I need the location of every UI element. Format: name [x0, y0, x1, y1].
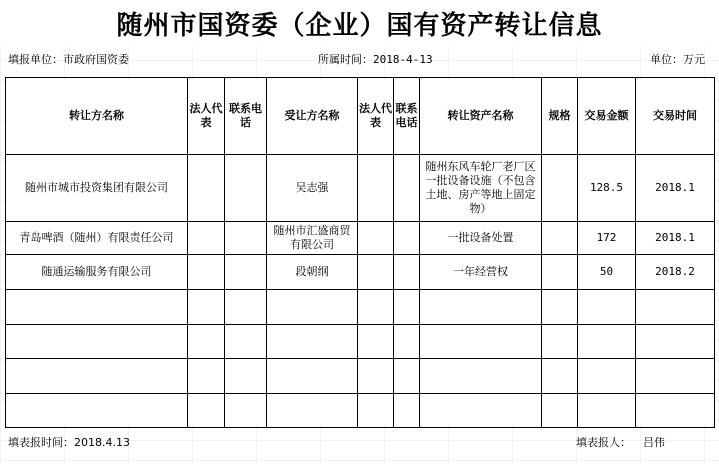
header-legal-rep: 法人代表 [188, 78, 225, 155]
cell-contact[interactable] [225, 290, 267, 325]
cell-amount[interactable]: 50 [578, 255, 636, 290]
cell-transferee[interactable]: 段朝纲 [267, 255, 358, 290]
cell-contact[interactable] [225, 222, 267, 255]
cell-legal-rep[interactable] [188, 255, 225, 290]
cell-asset[interactable] [420, 290, 542, 325]
reporter-name: 吕伟 [643, 436, 665, 449]
cell-amount[interactable] [578, 359, 636, 394]
cell-contact-2[interactable] [394, 359, 420, 394]
cell-legal-rep-2[interactable] [358, 290, 394, 325]
cell-contact[interactable] [225, 155, 267, 222]
header-amount: 交易金额 [578, 78, 636, 155]
cell-amount[interactable] [578, 290, 636, 325]
cell-time[interactable] [636, 359, 715, 394]
cell-legal-rep[interactable] [188, 290, 225, 325]
table-row [6, 325, 715, 359]
table-row [6, 255, 715, 290]
cell-contact-2[interactable] [394, 155, 420, 222]
cell-contact[interactable] [225, 394, 267, 428]
cell-contact-2[interactable] [394, 394, 420, 428]
cell-asset[interactable]: 随州东风车轮厂老厂区一批设备设施（不包含土地、房产等地上固定物） [420, 155, 542, 222]
cell-spec[interactable] [542, 255, 578, 290]
page-title: 随州市国资委（企业）国有资产转让信息 [0, 0, 719, 47]
currency-unit: 单位：万元 [650, 53, 705, 66]
cell-legal-rep[interactable] [188, 359, 225, 394]
cell-transferor[interactable]: 随州市城市投资集团有限公司 [6, 155, 188, 222]
cell-transferee[interactable] [267, 325, 358, 359]
cell-time[interactable] [636, 325, 715, 359]
header-asset: 转让资产名称 [420, 78, 542, 155]
cell-transferor[interactable] [6, 325, 188, 359]
cell-legal-rep[interactable] [188, 394, 225, 428]
cell-asset[interactable]: 一年经营权 [420, 255, 542, 290]
cell-legal-rep[interactable] [188, 222, 225, 255]
cell-transferor[interactable]: 随通运输服务有限公司 [6, 255, 188, 290]
cell-amount[interactable]: 128.5 [578, 155, 636, 222]
cell-contact[interactable] [225, 255, 267, 290]
cell-time[interactable]: 2018.1 [636, 155, 715, 222]
cell-legal-rep-2[interactable] [358, 394, 394, 428]
reporting-unit: 填报单位：市政府国资委 [8, 53, 129, 66]
cell-spec[interactable] [542, 155, 578, 222]
transfer-table [5, 77, 715, 428]
cell-spec[interactable] [542, 222, 578, 255]
table-row [6, 359, 715, 394]
table-row [6, 155, 715, 222]
cell-amount[interactable] [578, 394, 636, 428]
cell-spec[interactable] [542, 290, 578, 325]
cell-time[interactable]: 2018.2 [636, 255, 715, 290]
header-transferee: 受让方名称 [267, 78, 358, 155]
header-time: 交易时间 [636, 78, 715, 155]
cell-spec[interactable] [542, 359, 578, 394]
cell-transferee[interactable] [267, 394, 358, 428]
cell-legal-rep[interactable] [188, 155, 225, 222]
table-row [6, 222, 715, 255]
cell-asset[interactable] [420, 325, 542, 359]
cell-amount[interactable] [578, 325, 636, 359]
cell-transferor[interactable] [6, 290, 188, 325]
header-contact: 联系电话 [225, 78, 267, 155]
reporting-period: 所属时间：2018-4-13 [318, 53, 433, 66]
header-row [6, 78, 715, 155]
header-contact-2: 联系电话 [394, 78, 420, 155]
cell-legal-rep[interactable] [188, 325, 225, 359]
cell-contact-2[interactable] [394, 290, 420, 325]
cell-legal-rep-2[interactable] [358, 222, 394, 255]
cell-spec[interactable] [542, 394, 578, 428]
cell-time[interactable]: 2018.1 [636, 222, 715, 255]
cell-contact-2[interactable] [394, 222, 420, 255]
cell-transferor[interactable] [6, 359, 188, 394]
header-transferor: 转让方名称 [6, 78, 188, 155]
cell-legal-rep-2[interactable] [358, 359, 394, 394]
cell-legal-rep-2[interactable] [358, 155, 394, 222]
cell-asset[interactable] [420, 394, 542, 428]
cell-time[interactable] [636, 290, 715, 325]
cell-amount[interactable]: 172 [578, 222, 636, 255]
header-legal-rep-2: 法人代表 [358, 78, 394, 155]
cell-time[interactable] [636, 394, 715, 428]
reporter-label: 填表报人： [576, 436, 631, 449]
cell-contact[interactable] [225, 359, 267, 394]
cell-asset[interactable]: 一批设备处置 [420, 222, 542, 255]
cell-contact-2[interactable] [394, 255, 420, 290]
cell-transferee[interactable]: 随州市汇盛商贸有限公司 [267, 222, 358, 255]
cell-contact-2[interactable] [394, 325, 420, 359]
table-row [6, 290, 715, 325]
cell-transferee[interactable] [267, 290, 358, 325]
table-row [6, 394, 715, 428]
cell-transferee[interactable]: 吴志强 [267, 155, 358, 222]
cell-transferee[interactable] [267, 359, 358, 394]
cell-transferor[interactable] [6, 394, 188, 428]
fill-time: 填表报时间：2018.4.13 [8, 436, 130, 449]
cell-legal-rep-2[interactable] [358, 255, 394, 290]
header-spec: 规格 [542, 78, 578, 155]
cell-transferor[interactable]: 青岛啤酒（随州）有限责任公司 [6, 222, 188, 255]
cell-spec[interactable] [542, 325, 578, 359]
cell-contact[interactable] [225, 325, 267, 359]
cell-asset[interactable] [420, 359, 542, 394]
cell-legal-rep-2[interactable] [358, 325, 394, 359]
